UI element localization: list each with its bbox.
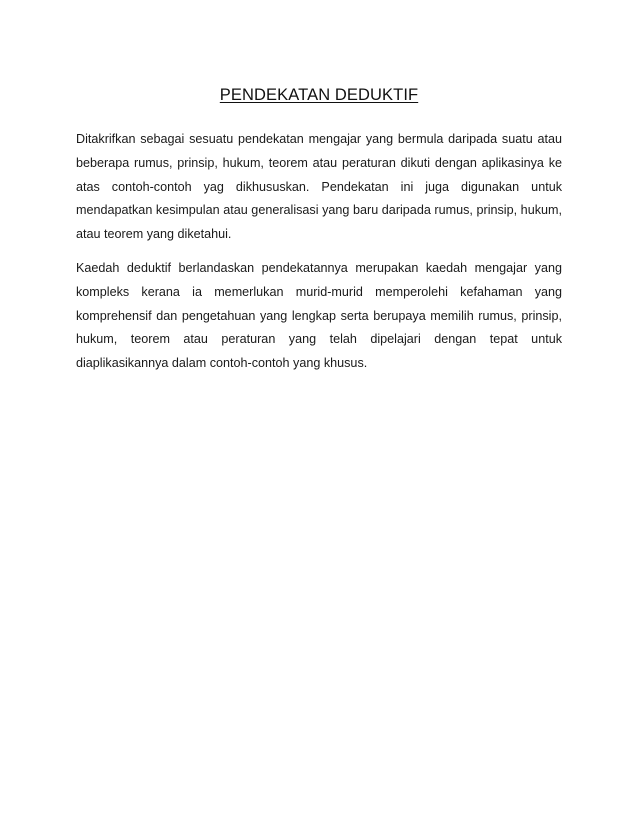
document-body bbox=[76, 128, 562, 386]
paragraph-definition bbox=[76, 128, 562, 247]
paragraph-line: kompleks kerana ia memerlukan murid-murid memperolehi kefahaman yang bbox=[76, 284, 562, 299]
paragraph-line: mendapatkan kesimpulan atau generalisasi yang baru daripada rumus, prinsip, hukum, bbox=[76, 203, 562, 218]
paragraph-line: atau teorem yang diketahui. bbox=[76, 227, 232, 242]
paragraph-line: diaplikasikannya dalam contoh-contoh yang khusus. bbox=[76, 356, 368, 371]
paragraph-line: hukum, teorem atau peraturan yang telah dipelajari dengan tepat untuk bbox=[76, 332, 562, 347]
paragraph-line: Ditakrifkan sebagai sesuatu pendekatan mengajar yang bermula daripada suatu atau bbox=[76, 132, 562, 146]
paragraph-line: atas contoh-contoh yag dikhususkan. Pendekatan ini juga digunakan untuk bbox=[76, 179, 562, 194]
paragraph-line: beberapa rumus, prinsip, hukum, teorem atau peraturan dikuti dengan aplikasinya ke bbox=[76, 155, 562, 170]
paragraph-method bbox=[76, 257, 562, 376]
paragraph-line: Kaedah deduktif berlandaskan pendekatannya merupakan kaedah mengajar yang bbox=[76, 260, 562, 275]
paragraph-line: komprehensif dan pengetahuan yang lengkap serta berupaya memilih rumus, prinsip, bbox=[76, 308, 562, 323]
document-title: PENDEKATAN DEDUKTIF bbox=[219, 86, 419, 104]
